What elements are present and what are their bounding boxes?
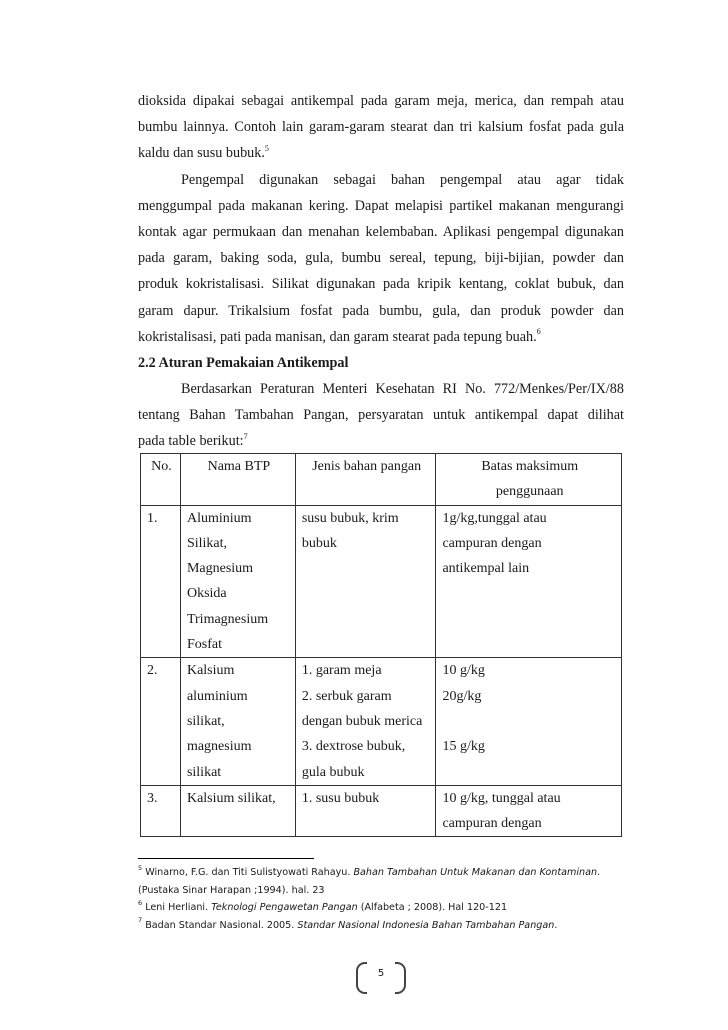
paragraph-line: pada garam, baking soda, gula, bumbu sereal, tepung, biji-bijian, powder dan xyxy=(138,250,624,267)
footnote-5 xyxy=(138,864,628,882)
cell-text: silikat, xyxy=(186,713,225,729)
table-row xyxy=(141,505,622,658)
cell-text: aluminium xyxy=(186,688,248,704)
cell-no xyxy=(141,505,181,658)
cell-text: 1. garam meja xyxy=(301,663,382,679)
table-header-row xyxy=(141,454,622,506)
footnote-number: 5 xyxy=(138,863,143,872)
cell-jenis xyxy=(295,505,436,658)
paragraph-line xyxy=(138,428,624,454)
paragraph-text: kokristalisasi, pati pada manisan, dan garam stearat pada tepung buah. xyxy=(138,328,537,345)
paragraph-line: produk kokristalisasi. Silikat digunakan pada kripik kentang, coklat bubuk, dan xyxy=(138,276,624,293)
cell-text: Silikat, xyxy=(186,535,228,551)
cell-jenis xyxy=(295,658,436,785)
cell-text: 3. xyxy=(147,790,158,806)
paragraph-1 xyxy=(138,88,624,167)
footnote-title: Bahan Tambahan Untuk Makanan dan Kontaminan xyxy=(353,867,598,878)
page-number-badge xyxy=(356,962,406,992)
footnote-ref[interactable]: 6 xyxy=(536,327,541,337)
cell-text: 2. serbuk garam xyxy=(301,688,392,704)
header-nama-btp xyxy=(180,454,295,506)
section-heading: 2.2 Aturan Pemakaian Antikempal xyxy=(138,355,349,372)
footnote-5-continued xyxy=(138,882,628,900)
paragraph-line: kontak agar permukaan dan menahan kelembaban. Aplikasi pengempal digunakan xyxy=(138,224,624,241)
footnote-text: Winarno, F.G. dan Titi Sulistyowati Rahayu. xyxy=(142,867,354,878)
footnote-6 xyxy=(138,899,628,917)
cell-text: dengan bubuk merica xyxy=(301,713,423,729)
footnote-title: Teknologi Pengawetan Pangan xyxy=(211,902,358,913)
cell-text: Fosfat xyxy=(186,637,222,653)
cell-text: campuran dengan xyxy=(442,535,542,551)
paragraph-line: menggumpal pada makanan kering. Dapat melapisi partikel makanan mengurangi xyxy=(138,197,624,214)
cell-text: 2. xyxy=(147,663,158,679)
bracket-right-icon xyxy=(395,962,406,994)
cell-batas xyxy=(436,658,622,785)
cell-text xyxy=(442,709,617,734)
paragraph-line: dioksida dipakai sebagai antikempal pada garam meja, merica, dan rempah atau xyxy=(138,93,624,109)
cell-nama xyxy=(180,785,295,837)
paragraph-3 xyxy=(138,376,624,455)
header-no xyxy=(141,454,181,506)
header-label: penggunaan xyxy=(495,484,564,500)
table-row xyxy=(141,658,622,785)
footnote-divider xyxy=(138,858,314,859)
footnote-title: Standar Nasional Indonesia Bahan Tambahan Pangan xyxy=(297,919,555,931)
cell-text: 10 g/kg, tunggal atau xyxy=(442,790,561,806)
cell-text: 3. dextrose bubuk, xyxy=(301,739,406,755)
table-row xyxy=(141,785,622,837)
cell-batas xyxy=(436,505,622,658)
header-label: Nama BTP xyxy=(207,459,271,474)
cell-text: Magnesium xyxy=(186,561,254,577)
body-text xyxy=(138,88,624,455)
cell-no xyxy=(141,785,181,837)
footnote-number: 6 xyxy=(138,898,143,907)
cell-batas xyxy=(436,785,622,837)
cell-text: 1. xyxy=(147,510,158,526)
footnote-text: (Alfabeta ; 2008). Hal 120-121 xyxy=(357,902,508,913)
cell-text: antikempal lain xyxy=(442,561,530,577)
cell-text: Aluminium xyxy=(186,510,252,526)
paragraph-line: bumbu lainnya. Contoh lain garam-garam stearat dan tri kalsium fosfat pada gula xyxy=(138,119,624,136)
cell-text: Oksida xyxy=(186,586,227,602)
header-jenis-bahan xyxy=(295,454,436,506)
footnote-text: Badan Standar Nasional. 2005. xyxy=(142,919,298,931)
cell-text: 1g/kg,tunggal atau xyxy=(442,510,547,526)
cell-nama xyxy=(180,658,295,785)
footnote-text: Leni Herliani. xyxy=(142,902,212,913)
header-label: Batas maksimum xyxy=(481,459,579,474)
footnote-text: . xyxy=(597,867,601,878)
cell-text: bubuk xyxy=(301,535,337,551)
cell-nama xyxy=(180,505,295,658)
paragraph-line xyxy=(138,140,624,166)
header-batas-maksimum xyxy=(436,454,622,506)
cell-text: silikat xyxy=(186,764,222,780)
paragraph-line xyxy=(138,324,624,350)
paragraph-line: Pengempal digunakan sebagai bahan pengempal atau agar tidak xyxy=(181,171,624,188)
antikempal-table xyxy=(140,453,622,837)
paragraph-line: tentang Bahan Tambahan Pangan, persyaratan untuk antikempal dapat dilihat xyxy=(138,407,624,424)
paragraph-text: kaldu dan susu bubuk. xyxy=(138,145,265,162)
paragraph-line: Berdasarkan Peraturan Menteri Kesehatan RI No. 772/Menkes/Per/IX/88 xyxy=(181,381,624,398)
footnote-number: 7 xyxy=(138,916,143,925)
page-number: 5 xyxy=(377,968,385,979)
footnotes xyxy=(138,864,628,934)
cell-text: 1. susu bubuk xyxy=(301,790,380,806)
cell-text: susu bubuk, krim xyxy=(301,510,399,526)
cell-text: 10 g/kg xyxy=(442,663,485,679)
footnote-ref[interactable]: 7 xyxy=(243,431,248,441)
footnote-ref[interactable]: 5 xyxy=(264,143,269,153)
cell-text: 20g/kg xyxy=(442,688,482,704)
footnote-7 xyxy=(138,917,628,935)
paragraph-text: pada table berikut: xyxy=(138,433,244,450)
paragraph-line: garam dapur. Trikalsium fosfat pada bumbu, gula, dan produk powder dan xyxy=(138,302,624,319)
header-label: No. xyxy=(151,459,172,474)
paragraph-2 xyxy=(138,167,624,350)
cell-text: campuran dengan xyxy=(442,816,542,832)
cell-text: Trimagnesium xyxy=(186,611,269,627)
footnote-text: . xyxy=(554,919,558,931)
header-label: Jenis bahan pangan xyxy=(312,459,422,474)
cell-text: 15 g/kg xyxy=(442,739,485,755)
cell-text: gula bubuk xyxy=(301,764,365,780)
cell-text: Kalsium silikat, xyxy=(186,790,276,806)
cell-jenis xyxy=(295,785,436,837)
cell-text: magnesium xyxy=(186,739,252,755)
footnote-text: (Pustaka Sinar Harapan ;1994). hal. 23 xyxy=(138,884,325,896)
cell-text: Kalsium xyxy=(186,663,235,679)
cell-no xyxy=(141,658,181,785)
